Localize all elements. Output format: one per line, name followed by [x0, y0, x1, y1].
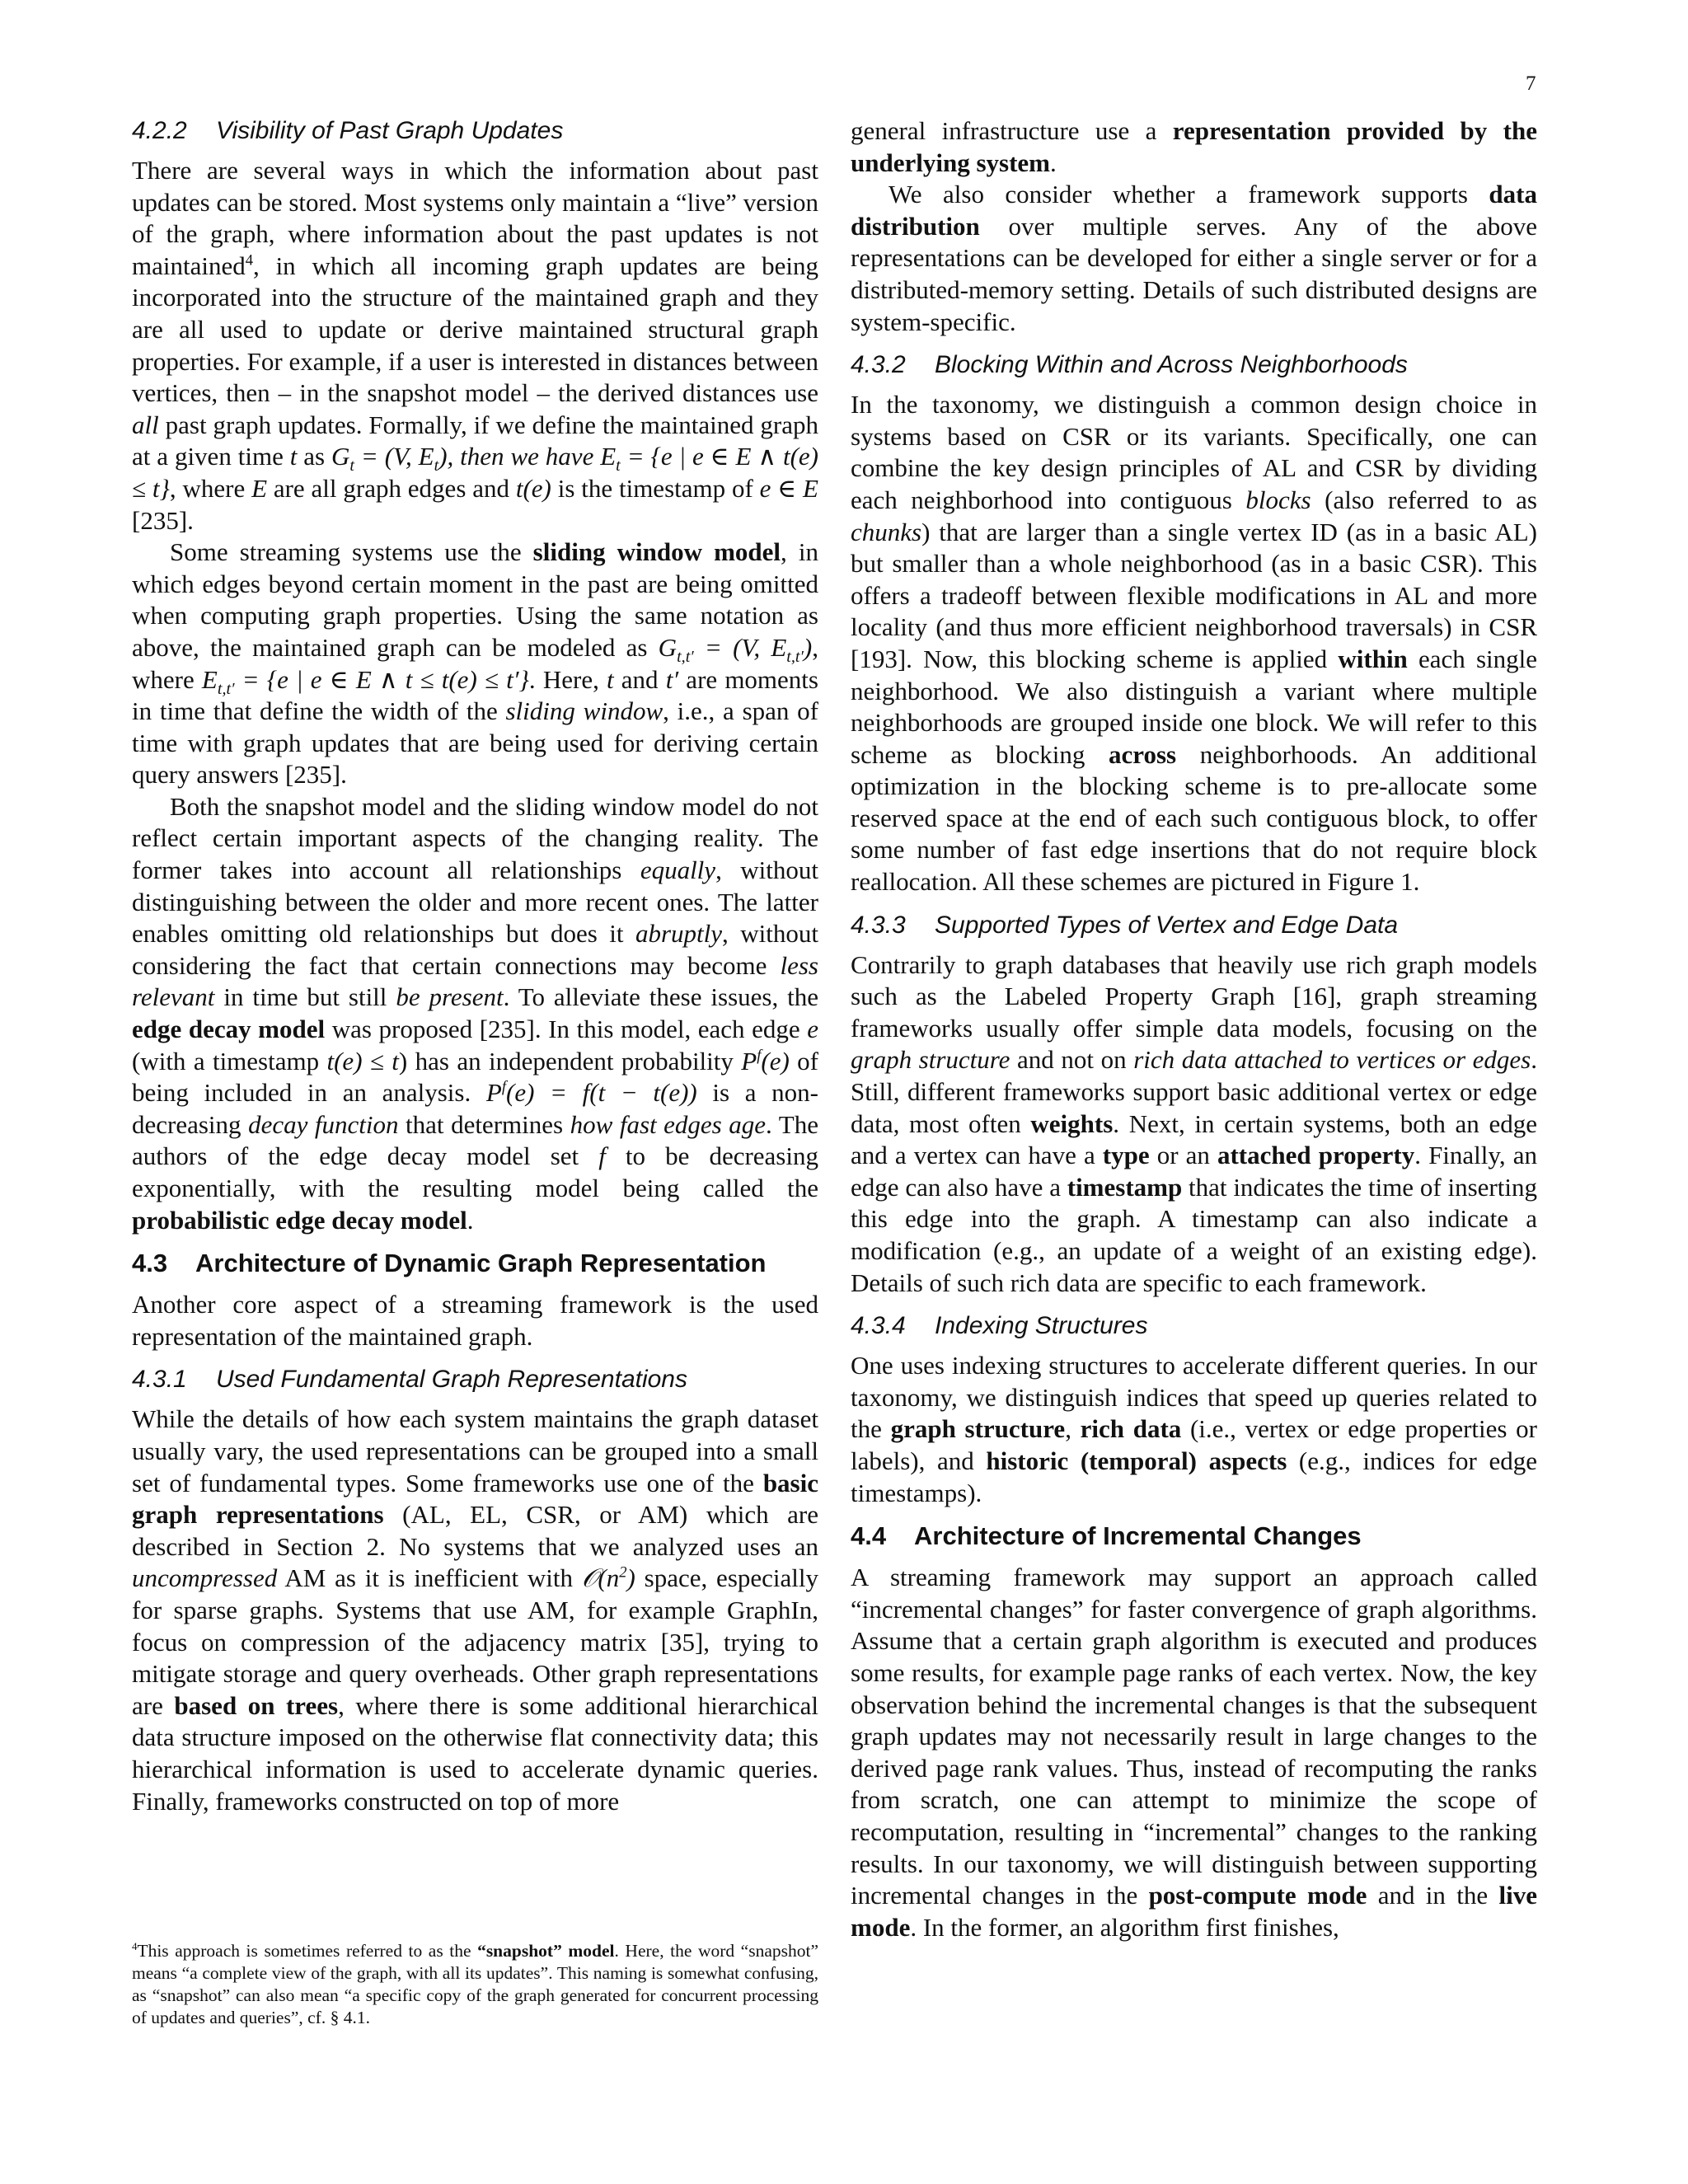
section-4-3-2-heading: 4.3.2 Blocking Within and Across Neighborhoods	[851, 351, 1408, 379]
section-4-4-heading: 4.4 Architecture of Incremental Changes	[851, 1521, 1362, 1551]
paragraph-incremental-changes: A streaming framework may support an approach called “incremental changes” for faster convergence of graph algorithms. Assume that a certain graph algorithm is executed and produces some results, for example page ranks of each vertex. Now, the key observation behind the incremental changes is that the subsequent graph updates may not necessarily result in large changes to the derived page rank values. Thus, instead of recomputing the ranks from scratch, one can attempt to minimize the scope of recomputation, resulting in “incremental” changes to the ranking results. In our taxonomy, we will distinguish between supporting incremental changes in the post-compute mode and in the live mode. In the former, an algorithm first finishes,	[851, 1563, 1538, 1942]
footnote-ref-4: 4	[245, 251, 254, 269]
paragraph-indexing: One uses indexing structures to accelerate different queries. In our taxonomy, we distinguish indices that speed up queries related to the graph structure, rich data (i.e., vertex or edge properties or labels), and historic (temporal) aspects (e.g., indices for edge timestamps).	[851, 1351, 1538, 1507]
paragraph-sliding-window: Some streaming systems use the sliding window model, in which edges beyond certain moment in the past are being omitted when computing graph properties. Using the same notation as above, the maintained graph can be modeled as $G_{t,t'} = (V$, $E_{t,t'}$), where $E_{t,t'} = \{e$ | e ∈ E ∧ t ≤ t(e) ≤ t′}. Here, t and t′ are moments in time that define the width of the sliding window, i.e., a span of time with graph updates that are being used for deriving certain query answers [235].	[132, 537, 818, 790]
paragraph-underlying-system: general infrastructure use a representation provided by the underlying system.	[851, 116, 1537, 177]
left-column	[132, 115, 818, 1817]
section-4-3-4-heading: 4.3.4 Indexing Structures	[851, 1312, 1148, 1340]
paragraph-core-aspect: Another core aspect of a streaming framework is the used representation of the maintained graph.	[132, 1290, 818, 1351]
paragraph-blocking: In the taxonomy, we distinguish a common design choice in systems based on CSR or its variants. Specifically, one can combine the key design principles of AL and CSR by dividing each neighborhood into contiguous blocks (also referred to as chunks) that are larger than a single vertex ID (as in a basic AL) but smaller than a whole neighborhood (as in a basic CSR). This offers a tradeoff between flexible modifications in AL and more locality (and thus more efficient neighborhood traversals) in CSR [193]. Now, this blocking scheme is applied within each single neighborhood. We also distinguish a variant where multiple neighborhoods are grouped inside one block. We will refer to this scheme as blocking across neighborhoods. An additional optimization in the blocking scheme is to pre-allocate some reserved space at the end of each such contiguous block, to offer some number of fast edge insertions that do not require block reallocation. All these schemes are pictured in Figure 1.	[851, 390, 1538, 897]
paragraph-data-distribution: We also consider whether a framework supports data distribution over multiple serves. Any of the above representations can be developed for either a single server or for a distributed-memory setting. Details of such distributed designs are system-specific.	[851, 180, 1537, 336]
section-4-3-1-heading: 4.3.1 Used Fundamental Graph Representations	[132, 1366, 687, 1394]
paragraph-past-updates: There are several ways in which the information about past updates can be stored. Most systems only maintain a “live” version of the graph, where information about the past updates is not maintained$^4$, in which all incoming graph updates are being incorporated into the structure of the maintained graph and they are all used to update or derive maintained structural graph properties. For example, if a user is interested in distances between vertices, then – in the snapshot model – the derived distances use all past graph updates. Formally, if we define the maintained graph at a given time t as $G_t = (V$, $E_t$), then we have $E_t = \{e$ | e ∈ E ∧ t(e) ≤ t}, where E are all graph edges and t(e) is the timestamp of e ∈ E [235].	[132, 156, 818, 535]
section-4-3-heading: 4.3 Architecture of Dynamic Graph Representation	[132, 1249, 767, 1278]
paragraph-edge-decay: Both the snapshot model and the sliding window model do not reflect certain important aspects of the changing reality. The former takes into account all relationships equally, without distinguishing between the older and more recent ones. The latter enables omitting old relationships but does it abruptly, without considering the fact that certain connections may become less relevant in time but still be present. To alleviate these issues, the edge decay model was proposed [235]. In this model, each edge e (with a timestamp t(e) ≤ t) has an independent probability $P^f(e)$ of being included in an analysis. $P^f(e) = f(t - t(e))$ is a non-decreasing decay function that determines how fast edges age. The authors of the edge decay model set f to be decreasing exponentially, with the resulting model being called the probabilistic edge decay model.	[132, 791, 819, 1235]
page-number: 7	[1526, 73, 1536, 95]
section-4-3-3-heading: 4.3.3 Supported Types of Vertex and Edge Data	[851, 911, 1399, 939]
footnote-4: $^4$This approach is sometimes referred to as the “snapshot” model. Here, the word “snapshot” means “a complete view of the graph, with all its updates”. This naming is somewhat confusing, as “snapshot” can also mean “a specific copy of the graph generated for concurrent processing of updates and queries”, cf. § 4.1.	[132, 1940, 819, 2027]
right-column	[851, 115, 1537, 1943]
paragraph-fundamental-representations: While the details of how each system maintains the graph dataset usually vary, the used representations can be grouped into a small set of fundamental types. Some frameworks use one of the basic graph representations (AL, EL, CSR, or AM) which are described in Section 2. No systems that we analyzed uses an uncompressed AM as it is inefficient with $𝒪(n^2)$ space, especially for sparse graphs. Systems that use AM, for example GraphIn, focus on compression of the adjacency matrix [35], trying to mitigate storage and query overheads. Other graph representations are based on trees, where there is some additional hierarchical data structure imposed on the otherwise flat connectivity data; this hierarchical information is used to accelerate dynamic queries. Finally, frameworks constructed on top of more	[132, 1404, 819, 1816]
paragraph-vertex-edge-data: Contrarily to graph databases that heavily use rich graph models such as the Labeled Property Graph [16], graph streaming frameworks usually offer simple data models, focusing on the graph structure and not on rich data attached to vertices or edges. Still, different frameworks support basic additional vertex or edge data, most often weights. Next, in certain systems, both an edge and a vertex can have a type or an attached property. Finally, an edge can also have a timestamp that indicates the time of inserting this edge into the graph. A timestamp can also indicate a modification (e.g., an update of a weight of an existing edge). Details of such rich data are specific to each framework.	[851, 949, 1537, 1297]
section-4-2-2-heading: 4.2.2 Visibility of Past Graph Updates	[132, 117, 564, 144]
footnote-mark: 4	[132, 1940, 138, 1952]
